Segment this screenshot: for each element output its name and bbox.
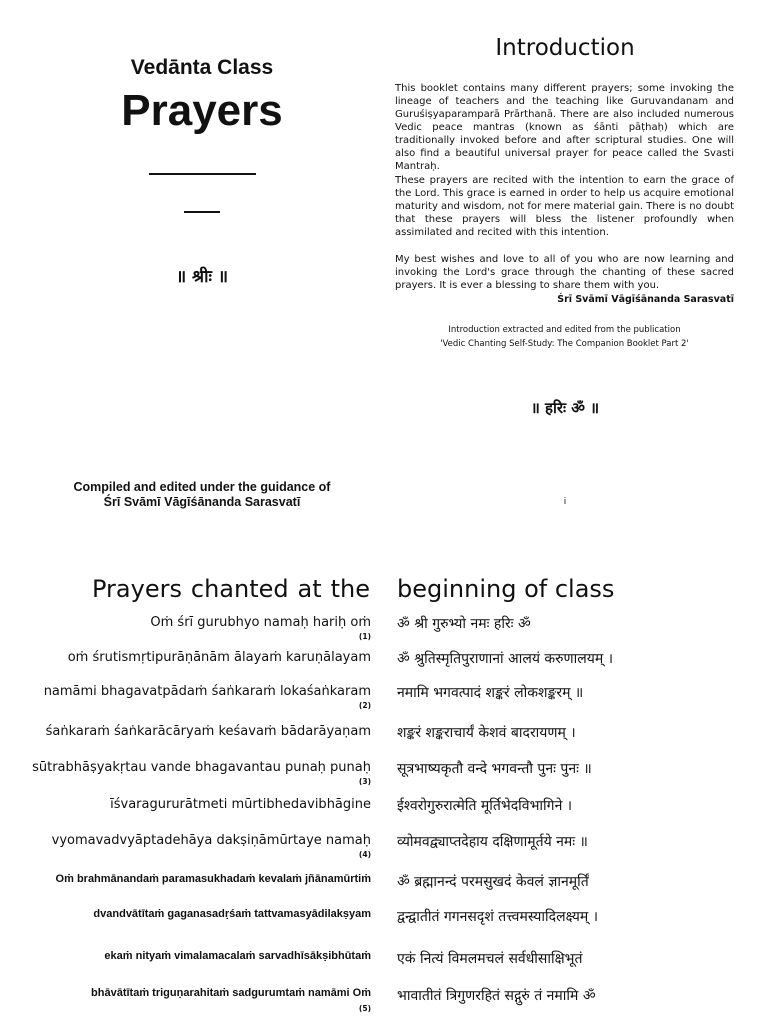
prayer-transliteration: ekaṁ nityaṁ vimalamacalaṁ sarvadhīsākṣibhūtaṁ <box>104 950 371 962</box>
verse-number: (4) <box>358 850 371 859</box>
prayer-transliteration: śaṅkaraṁ śaṅkarācāryaṁ keśavaṁ bādarāyaṇam <box>45 724 371 739</box>
intro-source-line-2: 'Vedic Chanting Self-Study: The Companion Booklet Part 2' <box>440 339 689 349</box>
intro-title: Introduction <box>495 35 635 61</box>
hari-om-invocation: ॥ हरिः ॐ ॥ <box>530 399 600 417</box>
prayers-heading-left: Prayers chanted at the <box>92 575 370 603</box>
compiled-line-2: Śrī Svāmī Vāgīśānanda Sarasvatī <box>103 495 301 509</box>
prayers-heading-right: beginning of class <box>397 575 615 603</box>
verse-number: (1) <box>358 632 371 641</box>
verse-number: (2) <box>358 701 371 710</box>
page-number: i <box>563 497 567 507</box>
compiled-line-1: Compiled and edited under the guidance of <box>73 480 331 494</box>
prayer-devanagari: ईश्वरोगुरुरात्मेति मूर्तिभेदविभागिने । <box>397 798 573 814</box>
prayer-transliteration: oṁ śrutismṛtipurāṇānām ālayaṁ karuṇālayam <box>67 650 371 665</box>
sri-invocation: ॥ श्रीः ॥ <box>175 267 229 287</box>
verse-number: (5) <box>358 1004 371 1013</box>
prayer-transliteration: sūtrabhāṣyakṛtau vande bhagavantau punaḥ punaḥ <box>32 760 371 775</box>
prayer-transliteration: Oṁ brahmānandaṁ paramasukhadaṁ kevalaṁ jñānamūrtiṁ <box>55 873 371 885</box>
prayer-transliteration: Oṁ śrī gurubhyo namaḥ hariḥ oṁ <box>150 615 371 630</box>
cover-subtitle: Vedānta Class <box>130 56 274 79</box>
intro-source-line-1: Introduction extracted and edited from the publication <box>448 325 681 335</box>
prayer-transliteration: īśvaragururātmeti mūrtibhedavibhāgine <box>110 797 371 812</box>
prayer-transliteration: dvandvātītaṁ gaganasadṛśaṁ tattvamasyādilakṣyam <box>93 908 371 920</box>
prayer-devanagari: ॐ श्रुतिस्मृतिपुराणानां आलयं करुणालयम् । <box>397 651 614 667</box>
intro-source <box>395 323 734 351</box>
prayer-devanagari: ॐ ब्रह्मानन्दं परमसुखदं केवलं ज्ञानमूर्तिं <box>397 874 589 890</box>
cover-title: Prayers <box>121 86 283 135</box>
prayer-devanagari: ॐ श्री गुरुभ्यो नमः हरिः ॐ <box>397 616 531 632</box>
prayers-heading <box>0 575 768 609</box>
prayer-transliteration: bhāvātītaṁ triguṇarahitaṁ sadgurumtaṁ namāmi Oṁ <box>91 987 371 999</box>
compiled-by <box>0 480 404 510</box>
title-rule-short <box>184 211 220 213</box>
prayer-devanagari: व्योमवद्व्याप्तदेहाय दक्षिणामूर्तये नमः ॥ <box>397 834 588 850</box>
verse-number: (3) <box>358 777 371 786</box>
prayer-devanagari: भावातीतं त्रिगुणरहितं सद्गुरुं तं नमामि ॐ <box>397 988 596 1004</box>
intro-paragraph-3: My best wishes and love to all of you who are now learning and invoking the Lord's grace through the chanting of these sacred prayers. It is ever a blessing to share them with you. <box>395 254 734 291</box>
prayer-devanagari: एकं नित्यं विमलमचलं सर्वधीसाक्षिभूतं <box>397 951 583 967</box>
prayer-transliteration: vyomavadvyāptadehāya dakṣiṇāmūrtaye namaḥ <box>51 833 371 848</box>
prayer-devanagari: द्वन्द्वातीतं गगनसदृशं तत्त्वमस्यादिलक्ष्यम् । <box>397 909 599 925</box>
prayer-devanagari: शङ्करं शङ्कराचार्यं केशवं बादरायणम् । <box>397 725 576 741</box>
intro-signature: Śrī Svāmī Vāgīśānanda Sarasvatī <box>557 294 734 305</box>
intro-paragraph-1: This booklet contains many different prayers; some invoking the lineage of teachers and the teaching like Guruvandanam and Guruśiṣyaparamparā Prārthanā. There are also included numerous Vedic peace mantras (known as śānti pāṭhaḥ) which are traditionally invoked before and after scriptural studies. One will also find a beautiful universal prayer for peace called the Svasti Mantraḥ. <box>395 83 734 172</box>
title-rule-long <box>149 173 256 175</box>
prayer-transliteration: namāmi bhagavatpādaṁ śaṅkaraṁ lokaśaṅkaram <box>43 684 371 699</box>
intro-paragraph-2: These prayers are recited with the intention to earn the grace of the Lord. This grace is earned in order to help us acquire emotional maturity and wisdom, not for mere material gain. There is no doubt that these prayers will bless the listener profoundly when assimilated and recited with this intention. <box>395 175 734 238</box>
prayer-devanagari: सूत्रभाष्यकृतौ वन्दे भगवन्तौ पुनः पुनः ॥ <box>397 761 592 777</box>
prayer-devanagari: नमामि भगवत्पादं शङ्करं लोकशङ्करम् ॥ <box>397 685 584 701</box>
